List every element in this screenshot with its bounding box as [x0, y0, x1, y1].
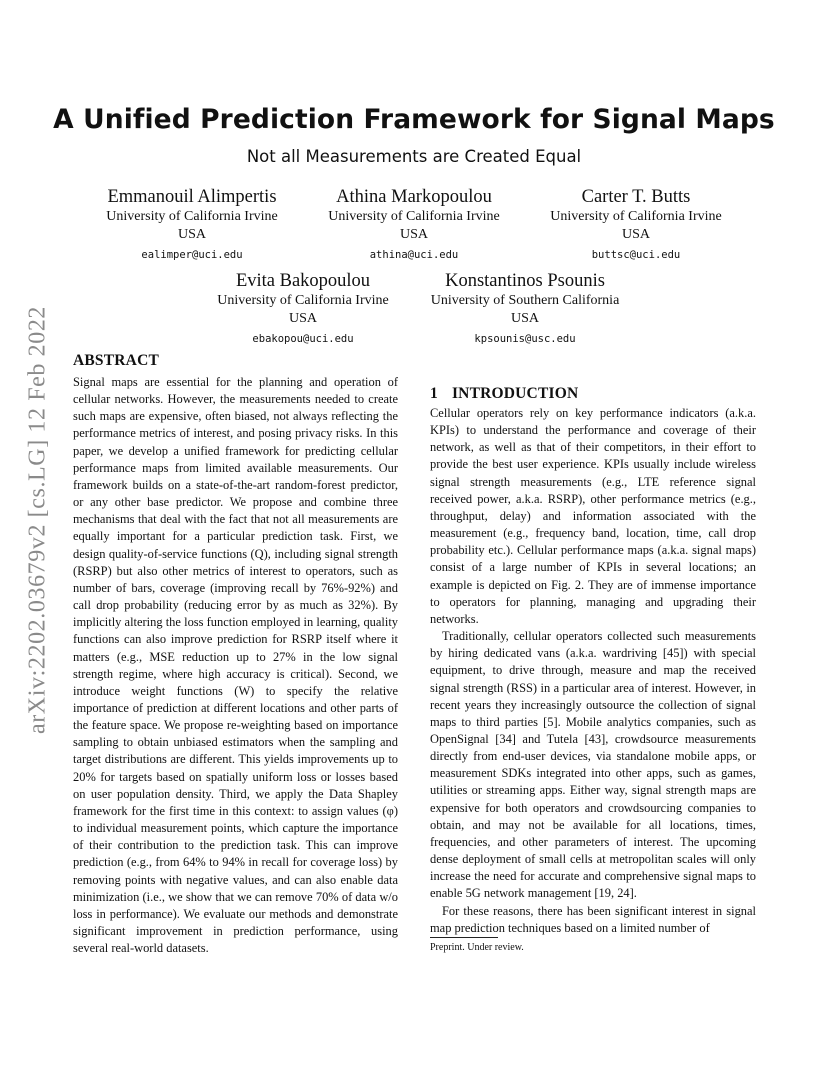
author-block-2: [299, 186, 529, 263]
author-affiliation: University of Southern California: [430, 293, 620, 308]
author-name: Athina Markopoulou: [336, 187, 492, 207]
section-heading-introduction: [430, 385, 578, 403]
section-number: 1: [430, 385, 438, 402]
intro-paragraph-2: Traditionally, cellular operators collected such measurements by hiring dedicated vans (a.k.a. wardriving [45]) with special equipment, to drive through, measure and map the received signal strength (RSS) in a particular area of interest. However, in recent years they increasingly outsource the collection of signal maps to third parties [5]. Mobile analytics companies, such as OpenSignal [34] and Tutela [43], crowdsource measurements directly from end-user devices, via standalone mobile apps, or measurement SDKs integrated into other apps, such as games, utilities or streaming apps. Either way, signal strength maps are expensive for both operators and crowdsourcing companies to obtain, and may not be available for all locations, times, frequencies, and other parameters of interest. The upcoming dense deployment of small cells at metropolitan scales will only increase the need for accurate and comprehensive signal maps to enable 5G network management [19, 24].: [430, 629, 756, 901]
arxiv-identifier-text: arXiv:2202.03679v2 [cs.LG] 12 Feb 2022: [24, 305, 51, 735]
intro-paragraph-3: For these reasons, there has been significant interest in signal map prediction techniques based on a limited number of: [430, 903, 756, 935]
author-block-1: [77, 186, 307, 263]
footnote-rule: [430, 937, 498, 938]
author-affiliation: University of California Irvine: [550, 209, 722, 224]
author-country: USA: [399, 227, 428, 242]
author-email: ebakopou@uci.edu: [252, 333, 354, 345]
abstract-body: [73, 374, 398, 957]
author-affiliation: University of California Irvine: [217, 293, 389, 308]
author-email: buttsc@uci.edu: [591, 249, 681, 261]
abstract-paragraph: Signal maps are essential for the planning and operation of cellular networks. However, the measurements needed to create such maps are expensive, often biased, not always reflecting the performance metrics of interest, and posing privacy risks. In this paper, we develop a unified framework for predicting cellular performance maps from limited available measurements. Our framework builds on a state-of-the-art random-forest predictor, or any other base predictor. We propose and combine three mechanisms that deal with the fact that not all measurements are equally important for a particular prediction task. First, we design quality-of-service functions (Q), including signal strength (RSRP) but also other metrics of interest to operators, such as number of bars, coverage (improving recall by 76%-92%) and call drop probability (reducing error by as much as 32%). By implicitly altering the loss function employed in learning, quality functions can also improve prediction for RSRP itself where it matters (e.g., MSE reduction up to 27% in the low signal strength regime, where high accuracy is critical). Second, we introduce weight functions (W) to specify the relative importance of prediction at different locations and other parts of the feature space. We propose re-weighting based on importance sampling to obtain unbiased estimators when the sampling and target distributions are different. This yields improvements up to 20% for targets based on spatially uniform loss or losses based on user population density. Third, we apply the Data Shapley framework for the first time in this context: to assign values (φ) to individual measurement points, which capture the importance of their contribution to the prediction task. This can improve prediction (e.g., from 64% to 94% in recall for coverage loss) by removing points with negative values, and can also enable data minimization (i.e., we show that we can remove 70% of data w/o loss in performance). We evaluate our methods and demonstrate significant improvement in prediction performance, using several real-world datasets.: [73, 375, 398, 956]
author-affiliation: University of California Irvine: [328, 209, 500, 224]
author-country: USA: [621, 227, 650, 242]
author-affiliation: University of California Irvine: [106, 209, 278, 224]
abstract-heading: ABSTRACT: [73, 352, 160, 369]
author-name: Evita Bakopoulou: [235, 271, 371, 291]
author-name: Konstantinos Psounis: [445, 271, 605, 291]
author-country: USA: [177, 227, 206, 242]
author-email: ealimper@uci.edu: [141, 249, 243, 261]
arxiv-identifier: [18, 285, 58, 755]
section-title: INTRODUCTION: [451, 385, 579, 402]
author-country: USA: [288, 311, 317, 326]
author-country: USA: [510, 311, 539, 326]
author-email: athina@uci.edu: [369, 249, 459, 261]
paper-title: A Unified Prediction Framework for Signal Maps: [53, 104, 775, 135]
intro-paragraph-1: Cellular operators rely on key performance indicators (a.k.a. KPIs) to understand the performance and coverage of their network, as well as that of their competitors, in their effort to provide the best user experience. KPIs usually include wireless signal strength measurements (e.g., LTE reference signal received power, a.k.a. RSRP), other performance metrics (e.g., throughput, delay) and information associated with the measurement (e.g., frequency band, location, time, call drop probability etc.). Cellular performance maps (a.k.a. signal maps) consist of a large number of KPIs in several locations; an example is depicted on Fig. 2. They are of immense importance to operators for planning, managing and upgrading their networks.: [430, 406, 756, 626]
author-block-3: [521, 186, 751, 263]
author-name: Carter T. Butts: [581, 187, 691, 207]
author-name: Emmanouil Alimpertis: [107, 187, 277, 207]
paper-subtitle: Not all Measurements are Created Equal: [246, 147, 582, 166]
author-block-5: [410, 270, 640, 347]
author-email: kpsounis@usc.edu: [474, 333, 576, 345]
introduction-body: [430, 405, 756, 937]
author-block-4: [188, 270, 418, 347]
footnote: Preprint. Under review.: [430, 942, 524, 953]
